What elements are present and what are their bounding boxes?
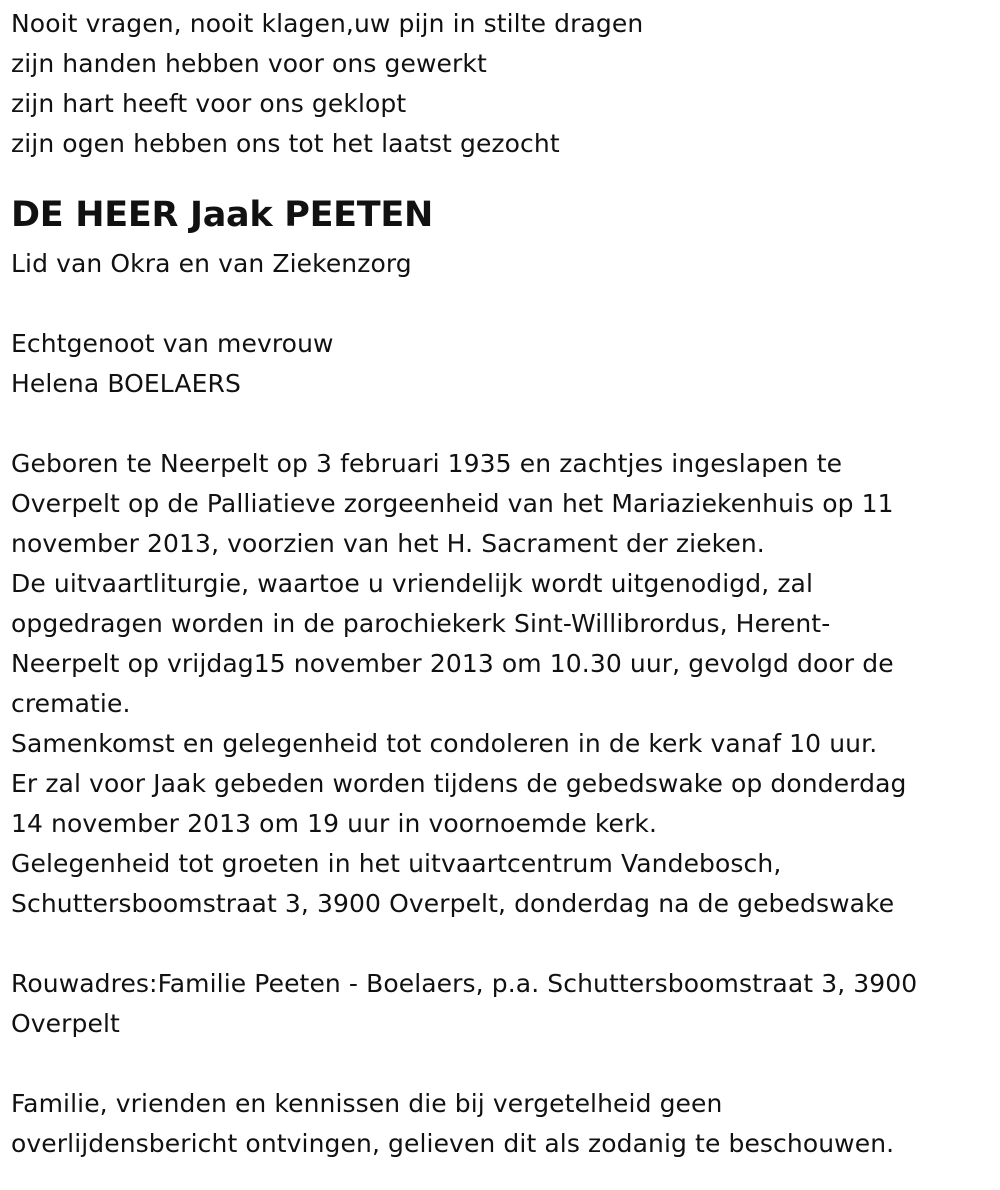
membership: Lid van Okra en van Ziekenzorg [11,249,412,278]
spouse-section [11,324,986,404]
details-line: Schuttersboomstraat 3, 3900 Overpelt, donderdag na de gebedswake [11,889,895,918]
poem [11,4,986,164]
poem-line: zijn handen hebben voor ons gewerkt [11,49,487,78]
spacer [11,284,986,324]
details-line: Er zal voor Jaak gebeden worden tijdens de gebedswake op donderdag [11,769,907,798]
details-section [11,444,986,924]
obituary-document [11,4,986,1164]
details-line: Neerpelt op vrijdag15 november 2013 om 10.30 uur, gevolgd door de [11,649,894,678]
details-line: november 2013, voorzien van het H. Sacrament der zieken. [11,529,765,558]
details-line: De uitvaartliturgie, waartoe u vriendelijk wordt uitgenodigd, zal [11,569,814,598]
spacer [11,924,986,964]
spouse-name: Helena BOELAERS [11,369,241,398]
deceased-name: DE HEER Jaak PEETEN [11,195,433,235]
details-line: 14 november 2013 om 19 uur in voornoemde kerk. [11,809,658,838]
details-line: Geboren te Neerpelt op 3 februari 1935 en zachtjes ingeslapen te [11,449,843,478]
address-line: Overpelt [11,1009,120,1038]
spouse-label: Echtgenoot van mevrouw [11,329,334,358]
details-line: Samenkomst en gelegenheid tot condoleren in de kerk vanaf 10 uur. [11,729,878,758]
details-line: crematie. [11,689,131,718]
details-line: opgedragen worden in de parochiekerk Sint-Willibrordus, Herent- [11,609,831,638]
spacer [11,1044,986,1084]
closing-line: Familie, vrienden en kennissen die bij vergetelheid geen [11,1089,723,1118]
closing-line: overlijdensbericht ontvingen, gelieven dit als zodanig te beschouwen. [11,1129,895,1158]
spacer [11,164,986,186]
poem-line: Nooit vragen, nooit klagen,uw pijn in stilte dragen [11,9,644,38]
closing-note [11,1084,986,1164]
details-line: Overpelt op de Palliatieve zorgeenheid van het Mariaziekenhuis op 11 [11,489,894,518]
address-line: Rouwadres:Familie Peeten - Boelaers, p.a. Schuttersboomstraat 3, 3900 [11,969,918,998]
poem-line: zijn ogen hebben ons tot het laatst gezocht [11,129,560,158]
spacer [11,404,986,444]
poem-line: zijn hart heeft voor ons geklopt [11,89,407,118]
mourning-address [11,964,986,1044]
details-line: Gelegenheid tot groeten in het uitvaartcentrum Vandebosch, [11,849,782,878]
